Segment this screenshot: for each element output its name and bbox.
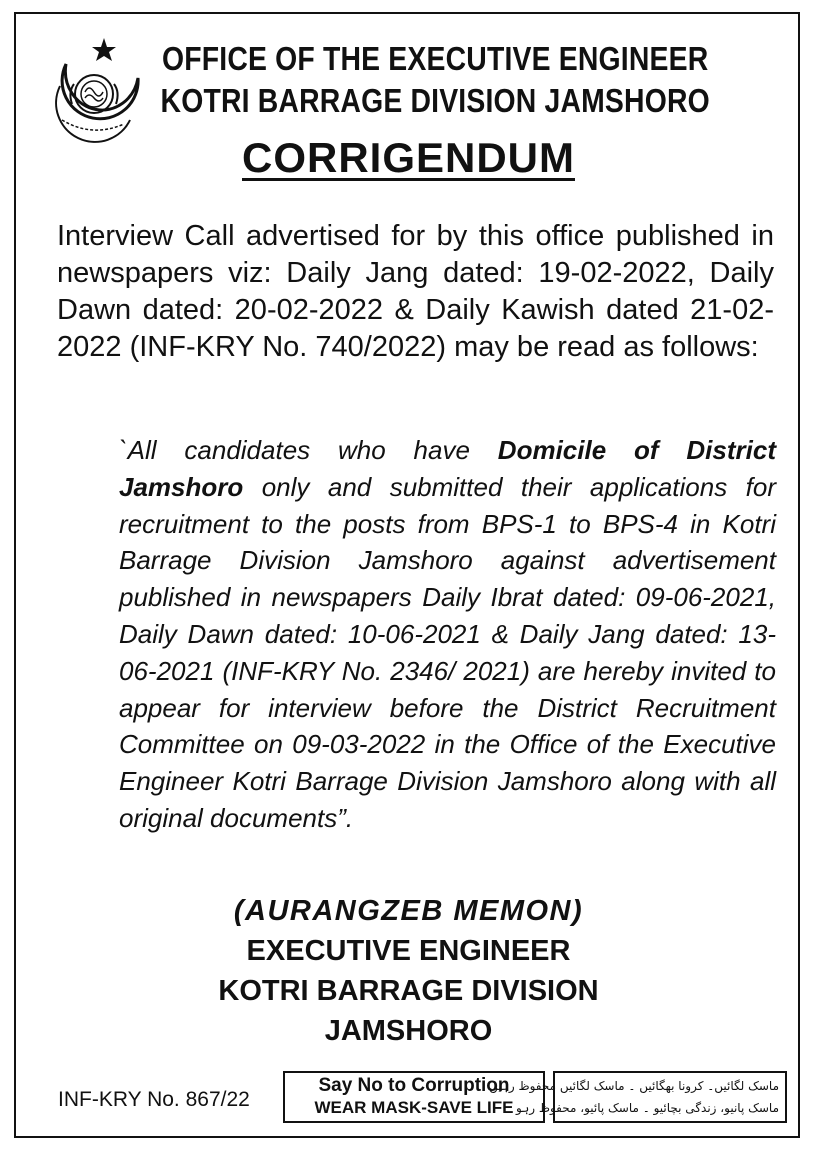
- urdu-slogan-line-1: ماسک لگائیں۔ کرونا بھگائیں ۔ ماسک لگائیں محفوظ رہیں: [489, 1079, 779, 1093]
- urdu-slogan-line-2: ماسک پانیو، زندگی بچائیو ۔ ماسک پائیو، محفوظ رہو: [516, 1101, 779, 1115]
- office-heading: OFFICE OF THE EXECUTIVE ENGINEER: [162, 40, 709, 77]
- quote-body: only and submitted their applications for recruitment to the posts from BPS-1 to BPS-4 in Kotri Barrage Division Jamshoro against advertisement published in newspapers Daily Ibrat dated: 09-06-2021, Daily Dawn dated: 10-06-2021 & Daily Jang dated: 13-06-2021 (INF-KRY No. 2346/ 2021) are hereby invited to appear for interview before the District Recruitment Committee on 09-03-2022 in the Office of the Executive Engineer Kotri Barrage Division Jamshoro along with all original documents”.: [119, 471, 776, 833]
- page-title: [0, 134, 817, 182]
- signatory-designation: EXECUTIVE ENGINEER: [246, 935, 571, 967]
- quote-bold-domicile: Domicile of District Jamshoro: [119, 435, 776, 502]
- urdu-slogan-box: [489, 1071, 787, 1123]
- government-seal-logo: [36, 34, 148, 146]
- sindh-seal-icon: [36, 34, 148, 146]
- intro-paragraph: Interview Call advertised for by this office published in newspapers viz: Daily Jang dated: 19-02-2022, Daily Dawn dated: 20-02-2022 & Daily Kawish dated 21-02-2022 (INF-KRY No. 740/2022) may be read as follows:: [57, 220, 774, 363]
- quoted-notice: [119, 432, 776, 837]
- corrigendum-title: CORRIGENDUM: [242, 134, 575, 181]
- division-heading: KOTRI BARRAGE DIVISION JAMSHORO: [160, 82, 710, 119]
- signatory-location: JAMSHORO: [324, 1015, 493, 1047]
- signatory-name: (AURANGZEB MEMON): [233, 895, 584, 927]
- slogan-line-2: WEAR MASK-SAVE LIFE: [314, 1098, 514, 1117]
- quote-prefix: `All candidates who have: [119, 435, 498, 465]
- inf-reference-number: INF-KRY No. 867/22: [58, 1088, 250, 1111]
- signatory-division: KOTRI BARRAGE DIVISION: [218, 975, 599, 1007]
- slogan-line-1: Say No to Corruption: [318, 1075, 510, 1096]
